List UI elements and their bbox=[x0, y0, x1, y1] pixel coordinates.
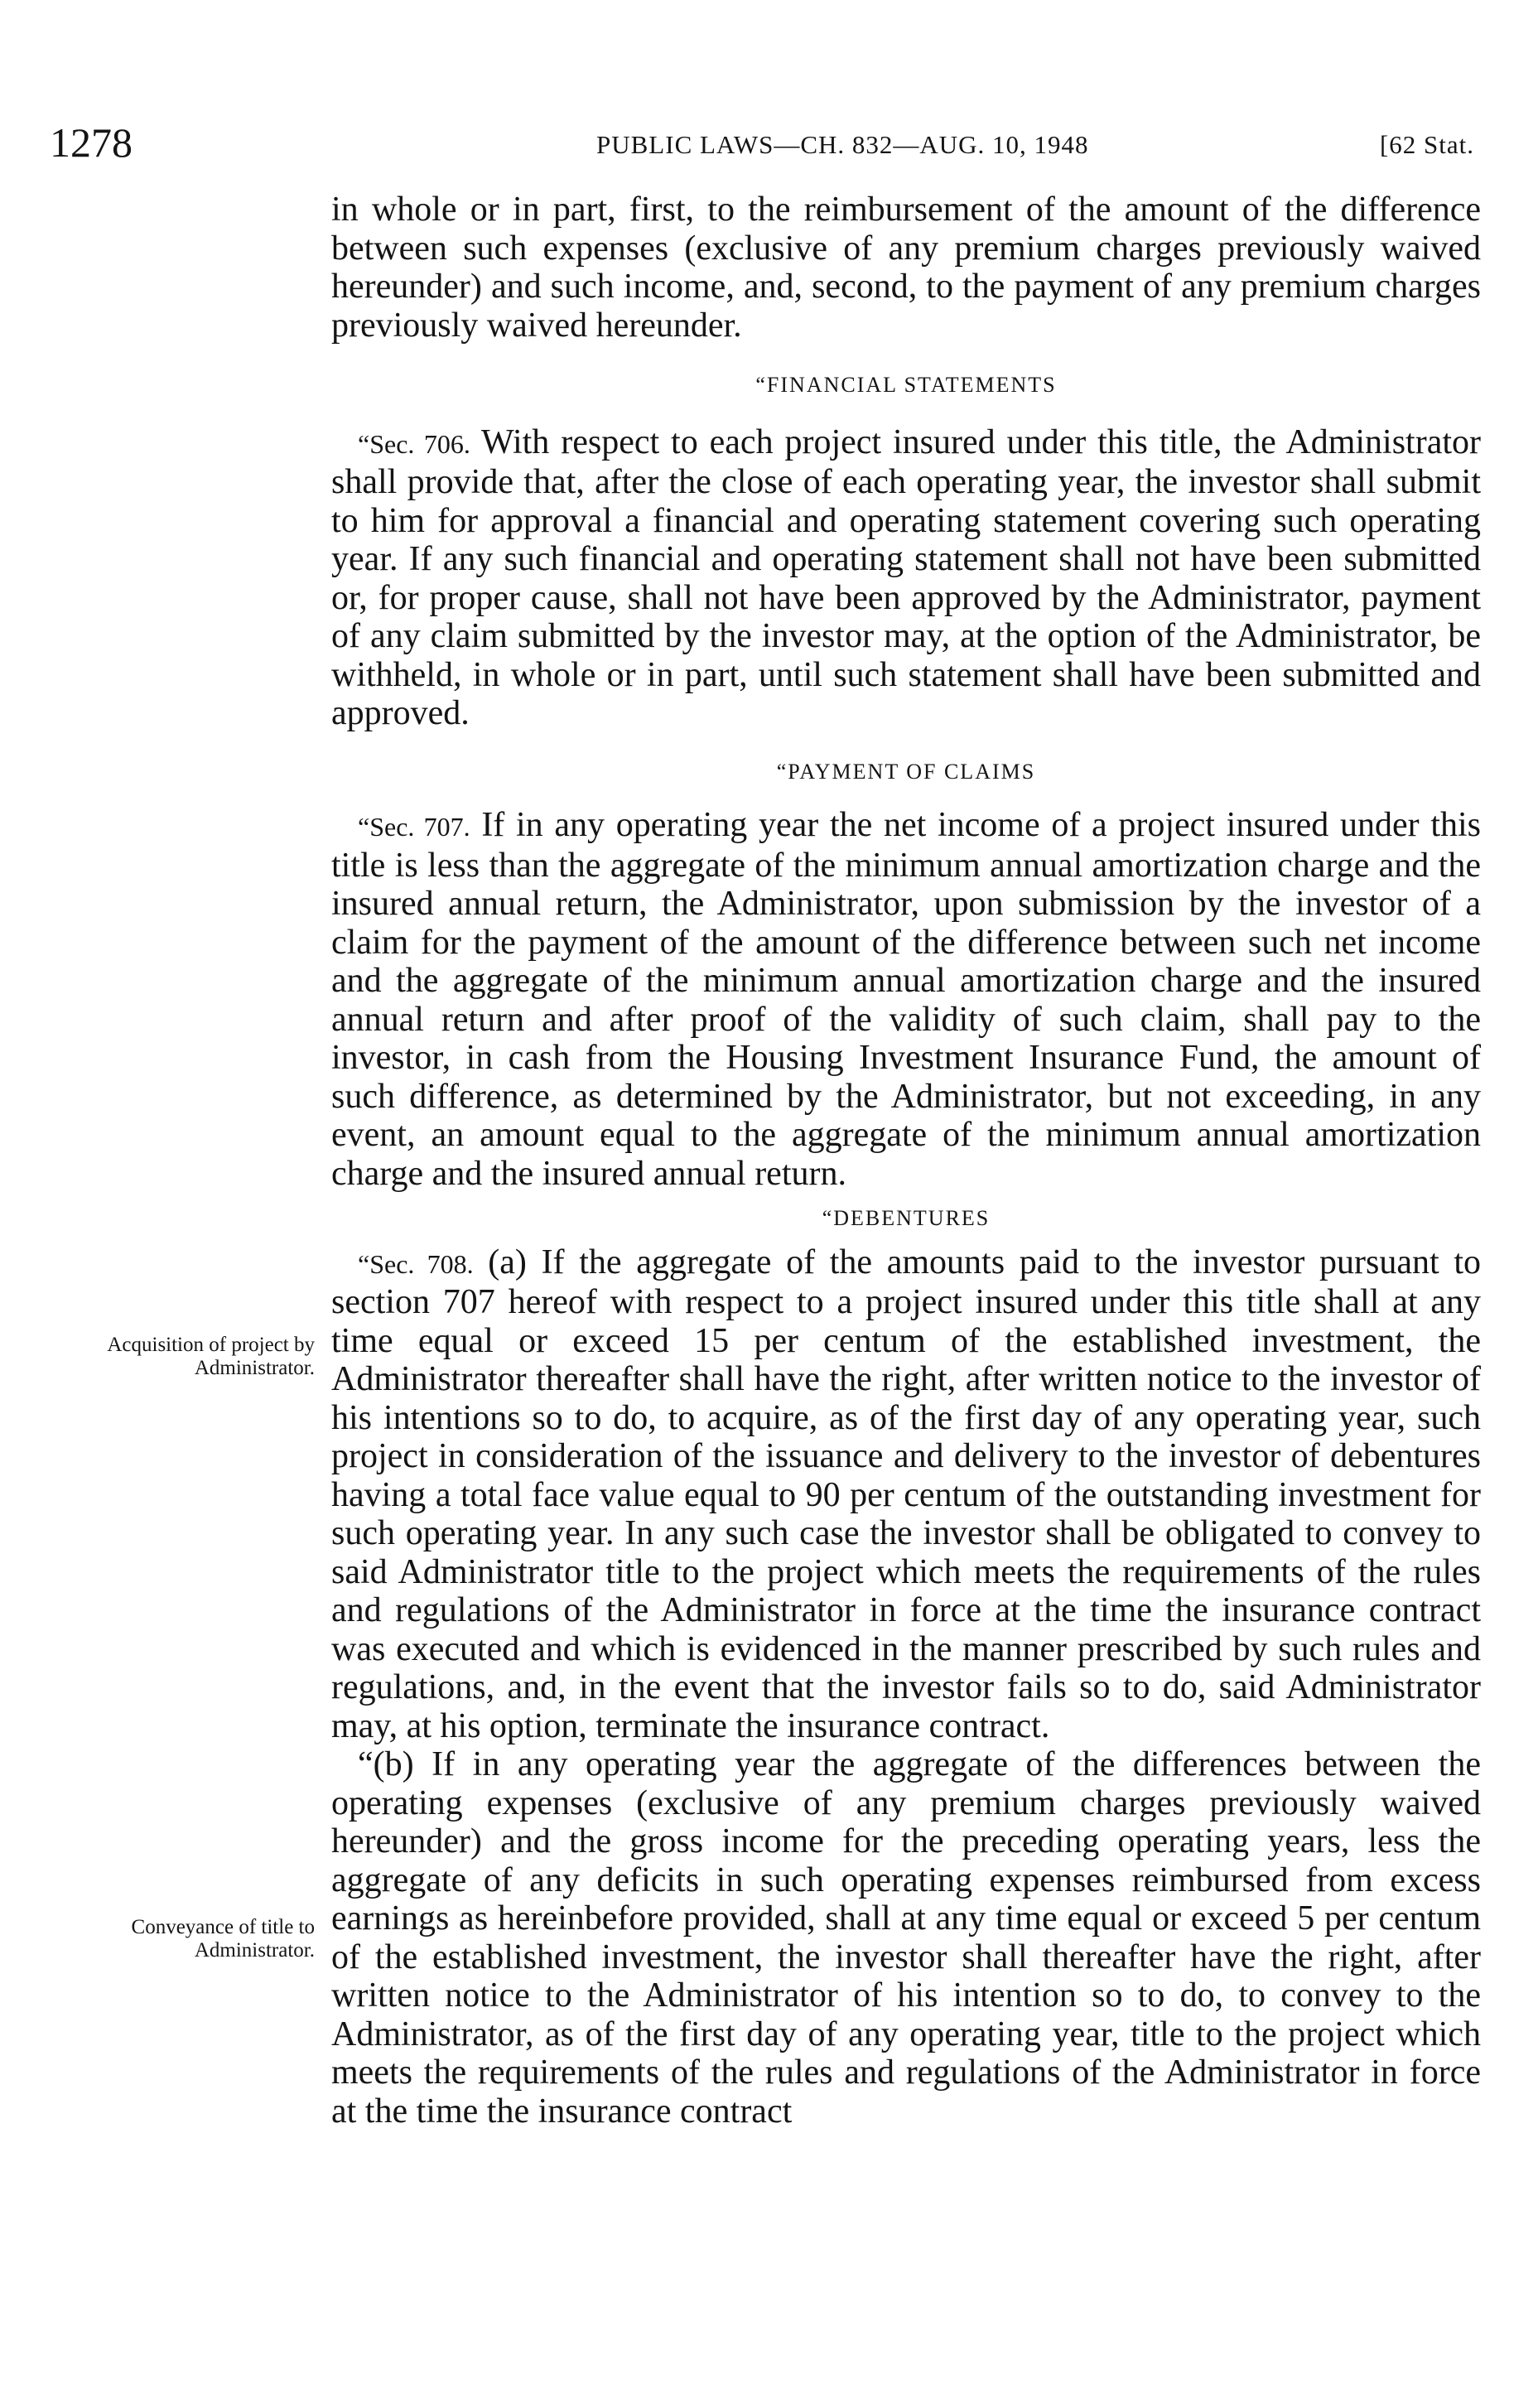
section-707-text: If in any operating year the net income of a project insured under this title is less than the aggregate of the minimum annual amortization charge and the insured annual return, the Administrator, upon submission by the investor of a claim for the payment of the amount of the difference between such net income and the aggregate of the minimum annual amortization charge and the insured annual return and after proof of the validity of such claim, shall pay to the investor, in cash from the Housing Investment Insurance Fund, the amount of such difference, as determined by the Administrator, but not exceeding, in any event, an amount equal to the aggregate of the minimum annual amortization charge and the insured annual return. bbox=[331, 806, 1482, 1193]
section-706-paragraph bbox=[331, 423, 1481, 733]
continuation-paragraph: in whole or in part, first, to the reimbursement of the amount of the difference between such expenses (exclusive of any premium charges previously waived hereunder) and such income, and, second, to the payment of any premium charges previously waived hereunder. bbox=[331, 191, 1481, 345]
running-head bbox=[50, 118, 1474, 167]
statute-body bbox=[331, 191, 1481, 2131]
section-707-paragraph bbox=[331, 806, 1481, 1193]
section-708-label: “Sec. 708. bbox=[358, 1248, 474, 1279]
section-707-label: “Sec. 707. bbox=[358, 812, 470, 842]
page-number: 1278 bbox=[50, 119, 133, 166]
section-heading-payment-of-claims: “PAYMENT OF CLAIMS bbox=[776, 759, 1036, 784]
section-heading-debentures: “DEBENTURES bbox=[822, 1206, 991, 1230]
running-head-title: PUBLIC LAWS—CH. 832—AUG. 10, 1948 bbox=[596, 130, 1089, 159]
section-708a-paragraph bbox=[331, 1243, 1481, 1746]
margin-note-acquisition: Acquisition of project by Administrator. bbox=[107, 1334, 315, 1379]
margin-note-conveyance: Conveyance of title to Administrator. bbox=[131, 1916, 315, 1962]
statute-volume-reference: [62 Stat. bbox=[1379, 130, 1474, 159]
section-708b-paragraph: “(b) If in any operating year the aggregate of the differences between the operating expenses (exclusive of any premium charges previously waived hereunder) and the gross income for the preceding operating years, less the aggregate of any deficits in such operating expenses reimbursed from excess earnings as hereinbefore provided, shall at any time equal or exceed 5 per centum of the established investment, the investor shall thereafter have the right, after written notice to the Administrator of his intention so to do, to convey to the Administrator, as of the first day of any operating year, title to the project which meets the requirements of the rules and regulations of the Administrator in force at the time the insurance contract bbox=[331, 1745, 1481, 2131]
section-heading-financial-statements: “FINANCIAL STATEMENTS bbox=[755, 373, 1057, 397]
section-706-text: With respect to each project insured under this title, the Administrator shall provide that, after the close of each operating year, the investor shall submit to him for approval a financial and operating statement covering such operating year. If any such financial and operating statement shall not have been submitted or, for proper cause, shall not have been approved by the Administrator, payment of any claim submitted by the investor may, at the option of the Administrator, be withheld, in whole or in part, until such statement shall have been submitted and approved. bbox=[331, 422, 1482, 732]
section-708a-text: (a) If the aggregate of the amounts paid to the investor pursuant to section 707 hereof with respect to a project insured under this title shall at any time equal or exceed 15 per centum of the established investment, the Administrator thereafter shall have the right, after written notice to the investor of his intentions so to do, to acquire, as of the first day of any operating year, such project in consideration of the issuance and delivery to the investor of debentures having a total face value equal to 90 per centum of the outstanding investment for such operating year. In any such case the investor shall be obligated to convey to said Administrator title to the project which meets the requirements of the rules and regulations of the Administrator in force at the time the insurance contract was executed and which is evidenced in the manner prescribed by such rules and regulations, and, in the event that the investor fails so to do, said Administrator may, at his option, terminate the insurance contract. bbox=[331, 1243, 1482, 1745]
section-706-label: “Sec. 706. bbox=[358, 428, 470, 459]
